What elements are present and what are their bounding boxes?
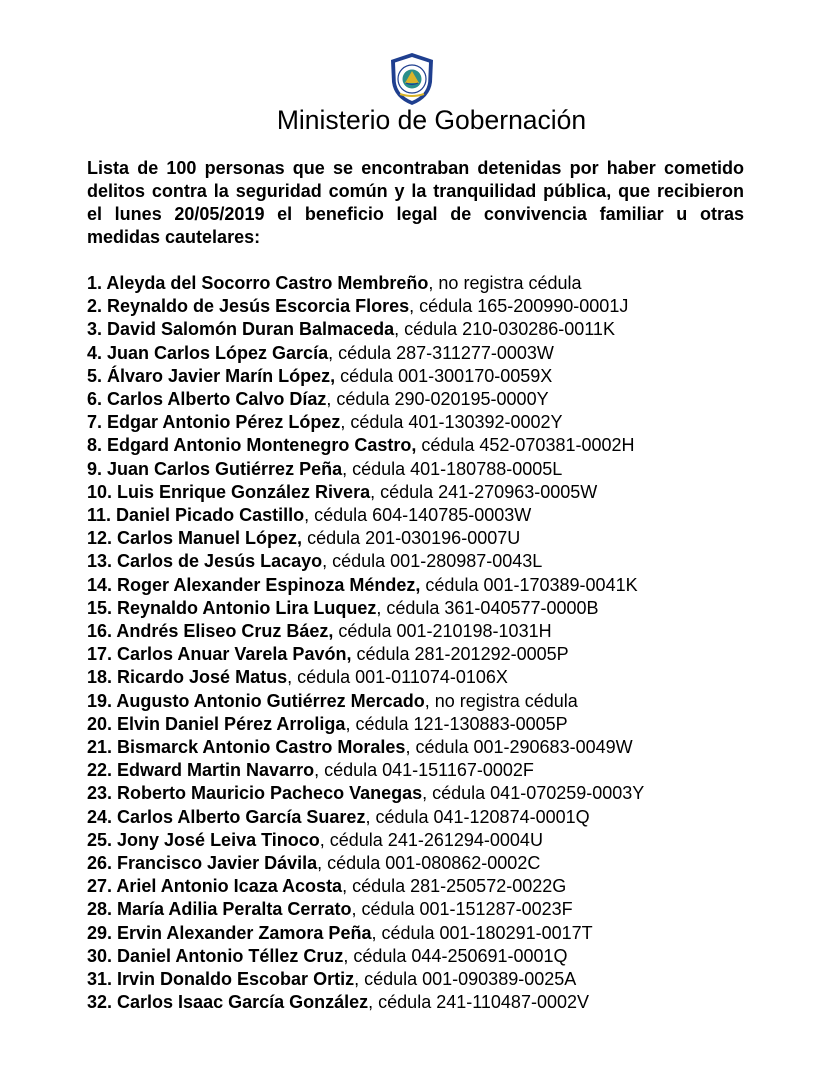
person-name: 20. Elvin Daniel Pérez Arroliga — [87, 713, 346, 734]
id-detail: , cédula 001-290683-0049W — [405, 737, 633, 758]
list-item — [87, 898, 787, 921]
list-item — [87, 829, 787, 852]
id-detail: , cédula 165-200990-0001J — [409, 296, 629, 317]
id-detail: , cédula 001-280987-0043L — [322, 551, 543, 572]
person-name: 15. Reynaldo Antonio Lira Luquez — [87, 597, 377, 618]
list-item — [87, 411, 787, 434]
person-name: 5. Álvaro Javier Marín López, — [87, 365, 336, 386]
id-detail: , cédula 041-070259-0003Y — [422, 783, 645, 804]
id-detail: , cédula 401-130392-0002Y — [340, 412, 563, 433]
list-item — [87, 620, 787, 643]
id-detail: , cédula 001-011074-0106X — [287, 667, 508, 688]
list-item — [87, 597, 787, 620]
list-item — [87, 342, 787, 365]
person-name: 14. Roger Alexander Espinoza Méndez, — [87, 574, 421, 595]
intro-paragraph: Lista de 100 personas que se encontraban detenidas por haber cometido delitos contra la seguridad común y la tranquilidad pública, que recibieron el lunes 20/05/2019 el beneficio legal de convivencia familiar u otras medidas cautelares: — [87, 158, 744, 247]
id-detail: , cédula 210-030286-0011K — [394, 319, 615, 340]
list-item — [87, 504, 787, 527]
list-item — [87, 527, 787, 550]
id-detail: cédula 001-170389-0041K — [420, 574, 638, 595]
person-name: 28. María Adilia Peralta Cerrato — [87, 899, 352, 920]
person-name: 18. Ricardo José Matus — [87, 667, 288, 688]
list-item — [87, 295, 787, 318]
ministry-emblem-icon — [389, 52, 435, 106]
person-name: 25. Jony José Leiva Tinoco — [87, 829, 320, 850]
list-item — [87, 574, 787, 597]
list-item — [87, 922, 787, 945]
id-detail: , cédula 241-270963-0005W — [370, 481, 598, 502]
person-name: 13. Carlos de Jesús Lacayo — [87, 551, 323, 572]
person-name: 1. Aleyda del Socorro Castro Membreño — [87, 273, 429, 293]
person-name: 9. Juan Carlos Gutiérrez Peña — [87, 458, 343, 479]
list-item — [87, 388, 787, 411]
list-item — [87, 690, 787, 713]
list-item — [87, 991, 787, 1014]
list-item — [87, 736, 787, 759]
list-item — [87, 713, 787, 736]
list-item — [87, 318, 787, 341]
person-name: 17. Carlos Anuar Varela Pavón, — [87, 644, 352, 665]
id-detail: cédula 281-201292-0005P — [351, 644, 569, 665]
person-name: 10. Luis Enrique González Rivera — [87, 481, 371, 502]
list-item — [87, 365, 787, 388]
list-item — [87, 875, 787, 898]
list-item — [87, 434, 787, 457]
id-detail: , cédula 001-090389-0025A — [354, 969, 577, 990]
list-item — [87, 806, 787, 829]
list-item — [87, 945, 787, 968]
id-detail: , cédula 361-040577-0000B — [376, 597, 599, 618]
id-detail: , cédula 001-080862-0002C — [317, 853, 541, 874]
list-item — [87, 968, 787, 991]
id-detail: , cédula 281-250572-0022G — [342, 876, 567, 897]
id-detail: , cédula 401-180788-0005L — [342, 458, 563, 479]
id-detail: cédula 452-070381-0002H — [416, 435, 635, 456]
person-name: 8. Edgard Antonio Montenegro Castro, — [87, 435, 417, 456]
person-name: 7. Edgar Antonio Pérez López — [87, 412, 341, 433]
id-detail: cédula 201-030196-0007U — [302, 528, 521, 549]
person-name: 19. Augusto Antonio Gutiérrez Mercado — [87, 690, 425, 711]
id-detail: , cédula 001-151287-0023F — [351, 899, 573, 920]
list-item — [87, 550, 787, 573]
person-name: 23. Roberto Mauricio Pacheco Vanegas — [87, 783, 423, 804]
id-detail: , no registra cédula — [428, 273, 582, 293]
list-item — [87, 666, 787, 689]
id-detail: , cédula 121-130883-0005P — [345, 713, 568, 734]
id-detail: , cédula 001-180291-0017T — [371, 922, 593, 943]
person-name: 16. Andrés Eliseo Cruz Báez, — [87, 621, 334, 642]
person-name: 31. Irvin Donaldo Escobar Ortiz — [87, 969, 355, 990]
person-name: 22. Edward Martin Navarro — [87, 760, 315, 781]
id-detail: , cédula 290-020195-0000Y — [326, 389, 549, 410]
id-detail: , cédula 044-250691-0001Q — [343, 945, 568, 966]
list-item — [87, 759, 787, 782]
person-name: 11. Daniel Picado Castillo — [87, 505, 305, 526]
list-item — [87, 852, 787, 875]
id-detail: , cédula 241-261294-0004U — [319, 829, 543, 850]
person-name: 6. Carlos Alberto Calvo Díaz — [87, 389, 327, 410]
list-item — [87, 481, 787, 504]
list-item — [87, 782, 787, 805]
list-item — [87, 643, 787, 666]
page-title: Ministerio de Gobernación — [276, 105, 587, 135]
person-name: 3. David Salomón Duran Balmaceda — [87, 319, 395, 340]
person-name: 21. Bismarck Antonio Castro Morales — [87, 737, 406, 758]
id-detail: , cédula 041-151167-0002F — [314, 760, 534, 781]
person-name: 24. Carlos Alberto García Suarez — [87, 806, 366, 827]
person-name: 12. Carlos Manuel López, — [87, 528, 303, 549]
id-detail: , cédula 604-140785-0003W — [304, 505, 532, 526]
person-name: 4. Juan Carlos López García — [87, 342, 329, 363]
person-name: 2. Reynaldo de Jesús Escorcia Flores — [87, 296, 410, 317]
person-name: 32. Carlos Isaac García González — [87, 992, 369, 1013]
person-name: 27. Ariel Antonio Icaza Acosta — [87, 876, 343, 897]
list-item — [87, 458, 787, 481]
id-detail: cédula 001-300170-0059X — [335, 365, 553, 386]
person-name: 26. Francisco Javier Dávila — [87, 853, 318, 874]
person-name: 30. Daniel Antonio Téllez Cruz — [87, 945, 344, 966]
person-name: 29. Ervin Alexander Zamora Peña — [87, 922, 372, 943]
detainee-list — [87, 272, 787, 1015]
id-detail: , cédula 287-311277-0003W — [328, 342, 554, 363]
id-detail: cédula 001-210198-1031H — [333, 621, 552, 642]
id-detail: , no registra cédula — [424, 690, 578, 711]
id-detail: , cédula 041-120874-0001Q — [365, 806, 590, 827]
id-detail: , cédula 241-110487-0002V — [368, 992, 589, 1013]
list-item — [87, 272, 787, 295]
